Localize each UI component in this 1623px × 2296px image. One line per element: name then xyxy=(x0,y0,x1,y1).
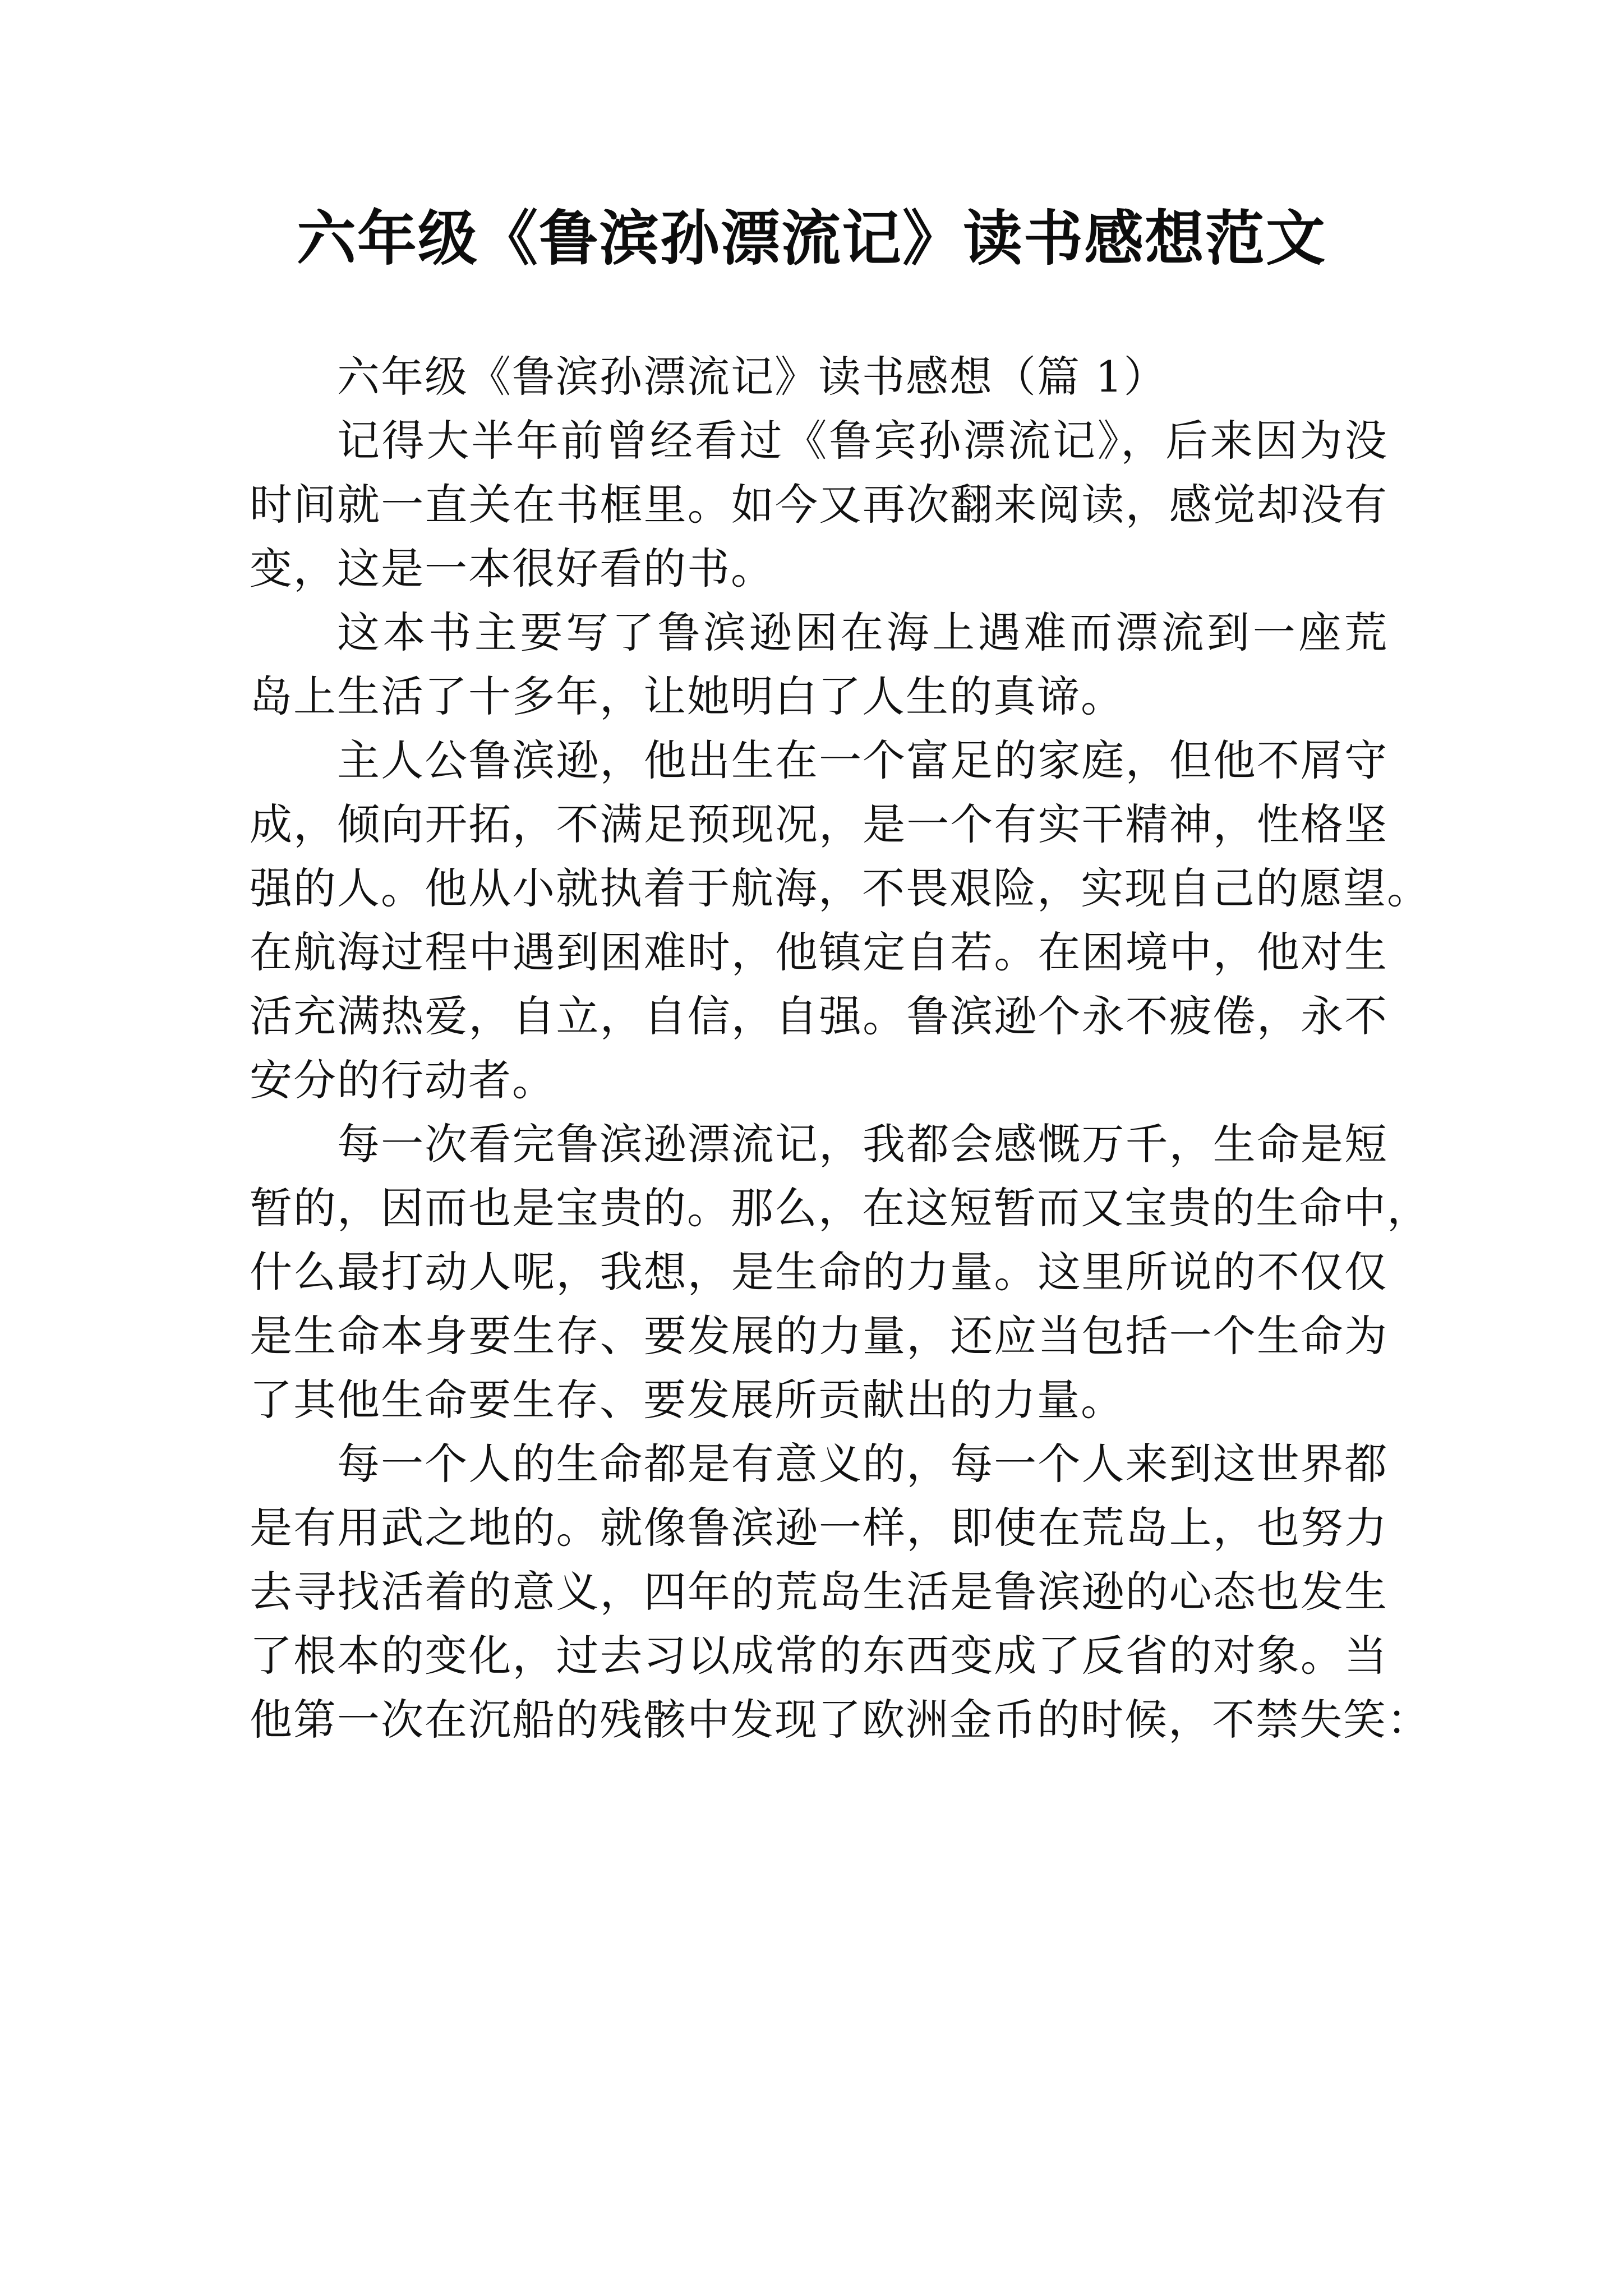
paragraph-line: 每一个人的生命都是有意义的，每一个人来到这世界都 xyxy=(337,1439,1388,1489)
paragraph-4 xyxy=(250,1112,1431,1432)
document-title: 六年级《鲁滨孙漂流记》读书感想范文 xyxy=(297,203,1326,273)
paragraph-line: 他第一次在沉船的残骸中发现了欧洲金币的时候，不禁失笑： xyxy=(250,1695,1431,1745)
paragraph-line: 成，倾向开拓，不满足预现况，是一个有实干精神，性格坚 xyxy=(250,799,1388,849)
paragraph-line: 强的人。他从小就执着于航海，不畏艰险，实现自己的愿望。 xyxy=(250,863,1431,913)
section-heading: 六年级《鲁滨孙漂流记》读书感想（篇 1） xyxy=(337,352,1168,402)
paragraph-line: 记得大半年前曾经看过《鲁宾孙漂流记》，后来因为没 xyxy=(337,416,1388,466)
paragraph-line: 什么最打动人呢，我想，是生命的力量。这里所说的不仅仅 xyxy=(250,1247,1388,1297)
paragraph-line: 暂的，因而也是宝贵的。那么，在这短暂而又宝贵的生命中， xyxy=(250,1183,1431,1233)
paragraph-line: 活充满热爱，自立，自信，自强。鲁滨逊个永不疲倦，永不 xyxy=(250,991,1388,1041)
paragraph-line: 安分的行动者。 xyxy=(250,1055,556,1105)
paragraph-2 xyxy=(250,601,1388,729)
paragraph-line: 时间就一直关在书框里。如今又再次翻来阅读，感觉却没有 xyxy=(250,480,1388,530)
paragraph-line: 每一次看完鲁滨逊漂流记，我都会感慨万千，生命是短 xyxy=(337,1119,1388,1169)
paragraph-line: 主人公鲁滨逊，他出生在一个富足的家庭，但他不屑守 xyxy=(337,735,1388,785)
document-body xyxy=(250,345,1431,1752)
paragraph-line: 在航海过程中遇到困难时，他镇定自若。在困境中，他对生 xyxy=(250,927,1388,977)
paragraph-line: 了根本的变化，过去习以成常的东西变成了反省的对象。当 xyxy=(250,1631,1388,1681)
paragraph-line: 这本书主要写了鲁滨逊困在海上遇难而漂流到一座荒 xyxy=(337,608,1388,657)
paragraph-line: 是生命本身要生存、要发展的力量，还应当包括一个生命为 xyxy=(250,1311,1388,1361)
paragraph-line: 岛上生活了十多年，让她明白了人生的真谛。 xyxy=(250,671,1124,721)
paragraph-line: 了其他生命要生存、要发展所贡献出的力量。 xyxy=(250,1375,1124,1425)
paragraph-5 xyxy=(250,1432,1431,1752)
paragraph-line: 去寻找活着的意义，四年的荒岛生活是鲁滨逊的心态也发生 xyxy=(250,1567,1388,1617)
paragraph-line: 变，这是一本很好看的书。 xyxy=(250,544,774,593)
paragraph-1 xyxy=(250,409,1388,601)
paragraph-3 xyxy=(250,729,1431,1112)
paragraph-line: 是有用武之地的。就像鲁滨逊一样，即使在荒岛上，也努力 xyxy=(250,1503,1388,1553)
